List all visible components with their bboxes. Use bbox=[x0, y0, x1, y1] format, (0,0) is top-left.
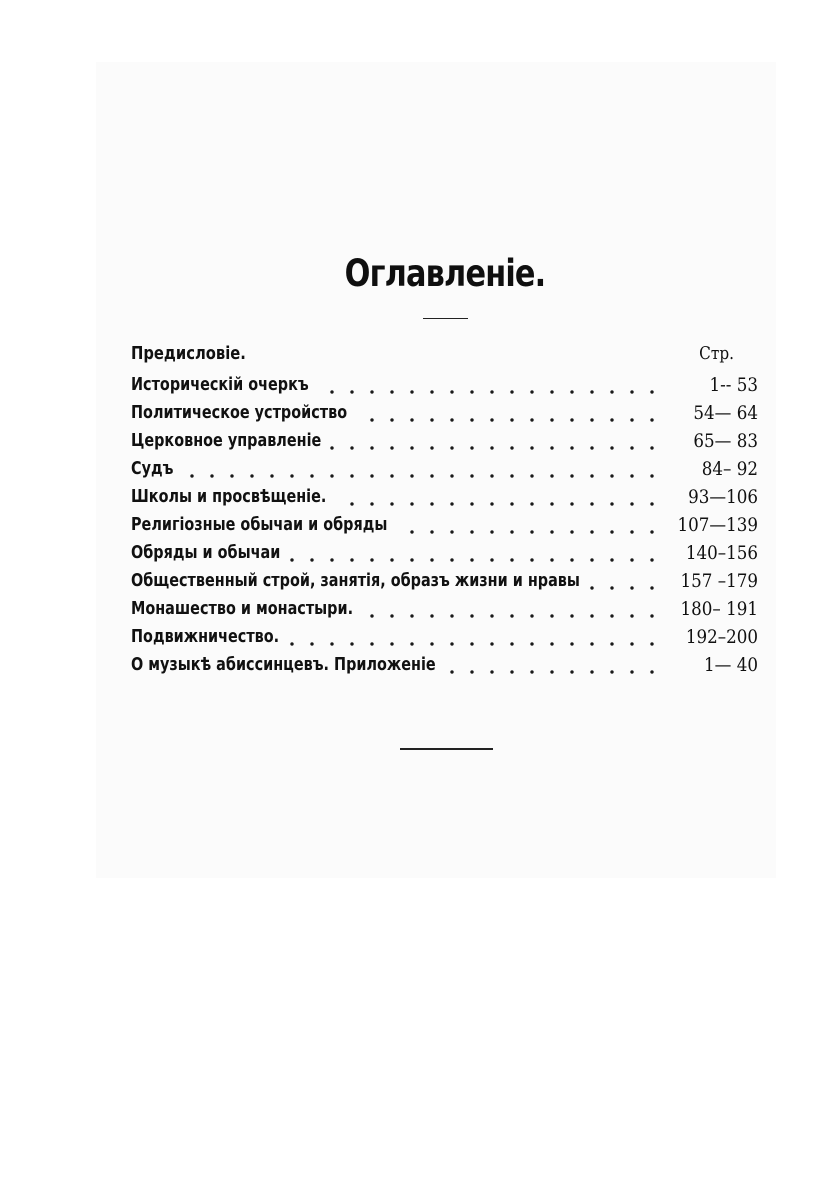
dot-leader bbox=[288, 642, 662, 646]
toc-entry-pages: 157 –179 bbox=[680, 570, 758, 592]
dot-leader bbox=[335, 502, 662, 506]
page-title: Оглавленіе. bbox=[344, 252, 546, 295]
toc-entry-label: О музыкѣ абиссинцевъ. Приложеніе bbox=[131, 654, 436, 675]
dot-leader bbox=[289, 558, 662, 562]
toc-header bbox=[131, 341, 758, 369]
toc-entry-pages: 54— 64 bbox=[693, 402, 758, 424]
table-of-contents bbox=[131, 341, 758, 677]
toc-entry bbox=[131, 621, 758, 649]
dot-leader bbox=[330, 446, 662, 450]
toc-entry bbox=[131, 425, 758, 453]
toc-entry bbox=[131, 397, 758, 425]
toc-entry-pages: 1-- 53 bbox=[709, 374, 758, 396]
closing-rule bbox=[400, 748, 493, 750]
toc-entry-label: Подвижничество. bbox=[131, 626, 280, 647]
toc-entry bbox=[131, 481, 758, 509]
dot-leader bbox=[588, 586, 662, 590]
page-column-label: Стр. bbox=[699, 343, 734, 364]
toc-entry bbox=[131, 509, 758, 537]
dot-leader bbox=[182, 474, 662, 478]
dot-leader bbox=[356, 418, 662, 422]
toc-entry bbox=[131, 537, 758, 565]
toc-entry-label: Школы и просвѣщеніе. bbox=[131, 486, 327, 507]
toc-entry-pages: 65— 83 bbox=[693, 430, 758, 452]
toc-entry-pages: 140–156 bbox=[685, 542, 758, 564]
dot-leader bbox=[396, 530, 662, 534]
toc-entry bbox=[131, 593, 758, 621]
dot-leader bbox=[362, 614, 662, 618]
toc-entry-pages: 84– 92 bbox=[701, 458, 758, 480]
toc-entry-pages: 180– 191 bbox=[680, 598, 758, 620]
toc-entry bbox=[131, 649, 758, 677]
toc-entry-label: Религіозные обычаи и обряды bbox=[131, 514, 388, 535]
toc-entry-label: Монашество и монастыри. bbox=[131, 598, 354, 619]
toc-entry bbox=[131, 565, 758, 593]
preface-heading: Предисловіе. bbox=[131, 343, 246, 364]
title-divider bbox=[423, 318, 468, 319]
toc-entry bbox=[131, 369, 758, 397]
toc-entry bbox=[131, 453, 758, 481]
dot-leader bbox=[317, 390, 662, 394]
dot-leader bbox=[444, 670, 662, 674]
toc-entry-pages: 1— 40 bbox=[704, 654, 758, 676]
toc-entry-label: Церковное управленіе bbox=[131, 430, 322, 451]
toc-entry-label: Историческій очеркъ bbox=[131, 374, 309, 395]
toc-entry-label: Обряды и обычаи bbox=[131, 542, 281, 563]
toc-entry-label: Общественный строй, занятія, образъ жизни и нравы bbox=[131, 570, 580, 591]
toc-entry-pages: 107—139 bbox=[677, 514, 758, 536]
toc-entry-label: Судъ bbox=[131, 458, 174, 479]
toc-entry-label: Политическое устройство bbox=[131, 402, 348, 423]
toc-entry-pages: 93—106 bbox=[688, 486, 758, 508]
toc-entry-pages: 192–200 bbox=[685, 626, 758, 648]
